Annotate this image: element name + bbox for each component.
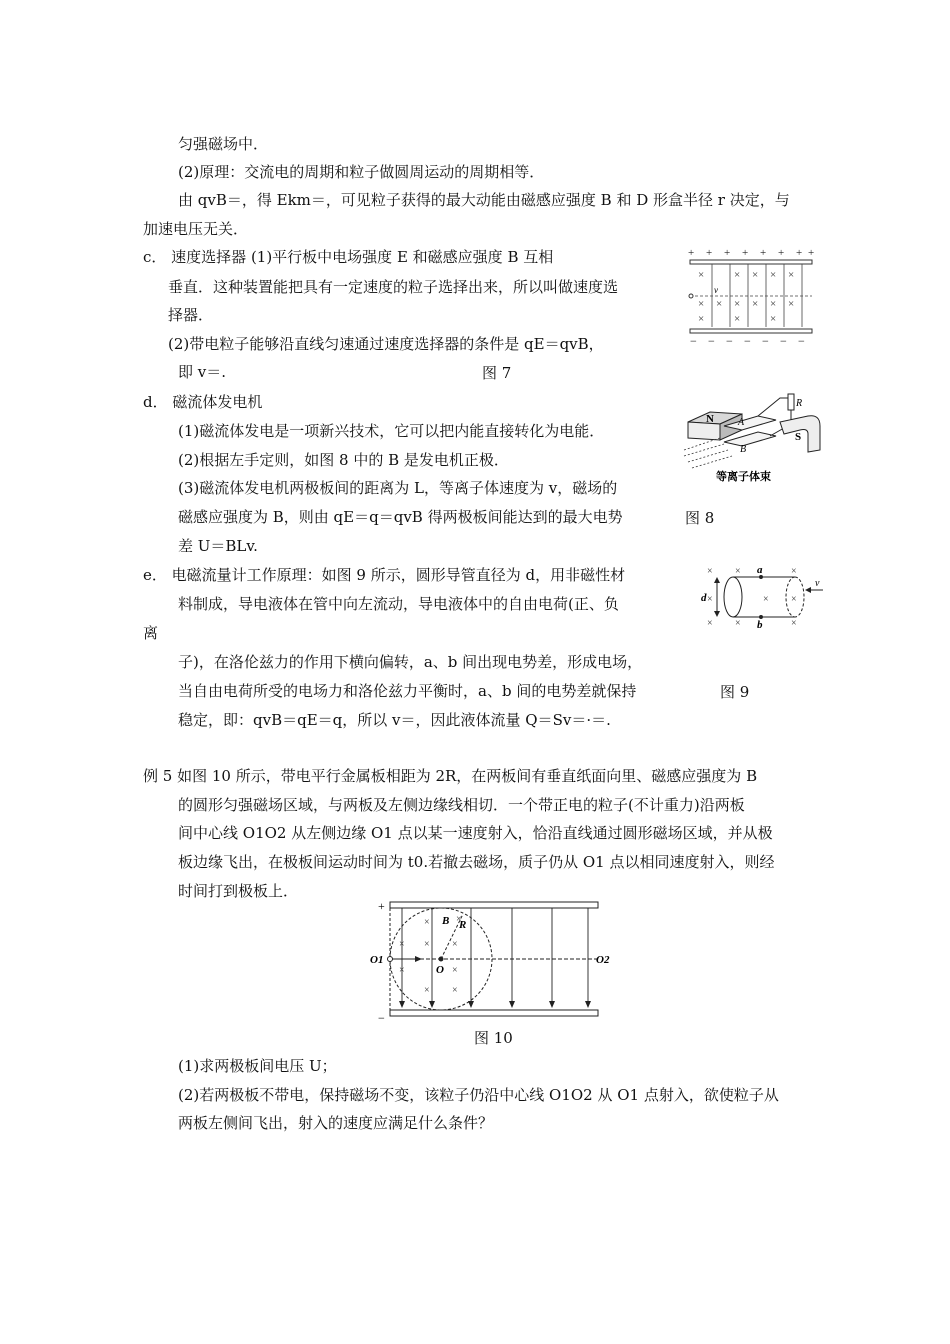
svg-text:−: − bbox=[378, 1011, 385, 1025]
figure-8-mhd-generator bbox=[680, 392, 830, 484]
svg-text:O2: O2 bbox=[596, 954, 610, 966]
question-line: (2)若两极板不带电，保持磁场不变，该粒子仍沿中心线 O1O2 从 O1 点射入，欲使粒子从 bbox=[178, 1086, 779, 1104]
figure-9-flow-meter bbox=[695, 562, 830, 630]
text-line: 稳定，即：qvB＝qE＝q，所以 v＝，因此液体流量 Q＝Sv＝·＝. bbox=[178, 711, 611, 729]
text-line: 板边缘飞出，在极板间运动时间为 t0.若撤去磁场，质子仍从 O1 点以相同速度射入，则经 bbox=[178, 853, 775, 871]
svg-text:d: d bbox=[701, 592, 707, 604]
svg-text:+: + bbox=[742, 247, 749, 259]
svg-text:×: × bbox=[707, 594, 713, 605]
svg-text:+: + bbox=[724, 247, 731, 259]
svg-text:×: × bbox=[734, 313, 741, 325]
svg-text:×: × bbox=[698, 298, 705, 310]
svg-text:S: S bbox=[795, 431, 802, 443]
text-line: (2)带电粒子能够沿直线匀速通过速度选择器的条件是 qE＝qvB， bbox=[168, 335, 604, 353]
text-line: 间中心线 O1O2 从左侧边缘 O1 点以某一速度射入，恰沿直线通过圆形磁场区域，并从极 bbox=[178, 824, 773, 842]
svg-text:a: a bbox=[757, 564, 763, 576]
svg-text:×: × bbox=[752, 298, 759, 310]
text-line: 例 5 如图 10 所示，带电平行金属板相距为 2R，在两板间有垂直纸面向里、磁感应强度为 B bbox=[143, 767, 758, 785]
svg-text:×: × bbox=[770, 298, 777, 310]
text-line: (1)磁流体发电是一项新兴技术，它可以把内能直接转化为电能． bbox=[178, 422, 605, 440]
text-line: (2)原理：交流电的周期和粒子做圆周运动的周期相等． bbox=[178, 163, 545, 181]
question-line: (1)求两极板间电压 U； bbox=[178, 1057, 337, 1075]
text-line: c． 速度选择器 (1)平行板中电场强度 E 和磁感应强度 B 互相 bbox=[143, 248, 554, 266]
svg-text:−: − bbox=[780, 334, 787, 348]
text-line: (3)磁流体发电机两极板间的距离为 L，等离子体速度为 v，磁场的 bbox=[178, 479, 618, 497]
text-line: 时间打到极板上． bbox=[178, 882, 299, 900]
svg-text:×: × bbox=[770, 313, 777, 325]
figure-caption: 图 10 bbox=[474, 1029, 513, 1047]
svg-text:+: + bbox=[688, 247, 695, 259]
text-line: 子)，在洛伦兹力的作用下横向偏转，a、b 间出现电势差，形成电场， bbox=[178, 653, 643, 671]
svg-text:+: + bbox=[378, 899, 385, 913]
svg-text:O1: O1 bbox=[370, 954, 384, 966]
svg-text:×: × bbox=[399, 939, 405, 950]
svg-text:×: × bbox=[452, 985, 458, 996]
text-line: 料制成，导电液体在管中向左流动，导电液体中的自由电荷(正、负 bbox=[178, 595, 619, 613]
text-line: 差 U＝BLv. bbox=[178, 537, 258, 555]
svg-text:×: × bbox=[735, 566, 741, 577]
svg-text:×: × bbox=[707, 618, 713, 629]
text-line: 即 v＝. bbox=[178, 363, 227, 381]
svg-text:×: × bbox=[735, 618, 741, 629]
text-line: e． 电磁流量计工作原理：如图 9 所示，圆形导管直径为 d，用非磁性材 bbox=[143, 566, 626, 584]
svg-text:×: × bbox=[770, 269, 777, 281]
text-line: d． 磁流体发电机 bbox=[143, 393, 263, 411]
text-line: 由 qvB＝，得 Ekm＝，可见粒子获得的最大动能由磁感应强度 B 和 D 形盒半径 r 决定，与 bbox=[178, 191, 790, 209]
figure-7-velocity-selector bbox=[684, 243, 819, 348]
svg-text:−: − bbox=[690, 334, 697, 348]
text-line: 磁感应强度为 B，则由 qE＝q＝qvB 得两极板间能达到的最大电势 bbox=[178, 508, 623, 526]
question-line: 两板左侧间飞出，射入的速度应满足什么条件？ bbox=[178, 1114, 494, 1132]
svg-text:A: A bbox=[738, 417, 745, 428]
svg-text:×: × bbox=[763, 594, 769, 605]
svg-text:×: × bbox=[424, 985, 430, 996]
svg-text:等离子体束: 等离子体束 bbox=[716, 471, 771, 483]
svg-text:×: × bbox=[734, 269, 741, 281]
svg-text:v: v bbox=[815, 578, 820, 589]
svg-text:−: − bbox=[762, 334, 769, 348]
text-line: (2)根据左手定则，如图 8 中的 B 是发电机正极． bbox=[178, 451, 509, 469]
figure-caption: 图 7 bbox=[482, 364, 512, 382]
svg-text:×: × bbox=[424, 939, 430, 950]
svg-text:×: × bbox=[788, 298, 795, 310]
svg-text:+: + bbox=[808, 247, 815, 259]
figure-10-plates-and-field bbox=[366, 900, 616, 1024]
svg-text:+: + bbox=[706, 247, 713, 259]
svg-text:N: N bbox=[706, 413, 714, 425]
svg-text:+: + bbox=[778, 247, 785, 259]
svg-text:−: − bbox=[726, 334, 733, 348]
svg-text:×: × bbox=[788, 269, 795, 281]
svg-text:×: × bbox=[452, 939, 458, 950]
svg-text:×: × bbox=[791, 618, 797, 629]
text-line: 的圆形匀强磁场区域，与两板及左侧边缘线相切．一个带正电的粒子(不计重力)沿两板 bbox=[178, 796, 745, 814]
svg-text:−: − bbox=[708, 334, 715, 348]
svg-text:×: × bbox=[399, 965, 405, 976]
text-line: 离 bbox=[143, 624, 159, 642]
svg-text:×: × bbox=[424, 917, 430, 928]
svg-text:×: × bbox=[791, 566, 797, 577]
svg-text:×: × bbox=[734, 298, 741, 310]
svg-text:×: × bbox=[752, 269, 759, 281]
text-line: 匀强磁场中． bbox=[178, 135, 269, 153]
svg-text:×: × bbox=[716, 298, 723, 310]
svg-text:−: − bbox=[744, 334, 751, 348]
svg-text:×: × bbox=[456, 914, 462, 925]
svg-text:×: × bbox=[707, 566, 713, 577]
svg-text:×: × bbox=[452, 965, 458, 976]
svg-text:×: × bbox=[698, 269, 705, 281]
svg-text:B: B bbox=[442, 915, 450, 927]
text-line: 垂直．这种装置能把具有一定速度的粒子选择出来，所以叫做速度选 bbox=[168, 278, 619, 296]
svg-text:b: b bbox=[757, 619, 763, 631]
figure-caption: 图 9 bbox=[720, 683, 750, 701]
svg-text:R: R bbox=[459, 919, 467, 931]
text-line: 择器． bbox=[168, 306, 214, 324]
text-line: 加速电压无关． bbox=[143, 220, 249, 238]
text-line: 当自由电荷所受的电场力和洛伦兹力平衡时，a、b 间的电势差就保持 bbox=[178, 682, 637, 700]
svg-text:−: − bbox=[798, 334, 805, 348]
svg-text:O: O bbox=[436, 964, 444, 976]
svg-text:v: v bbox=[714, 285, 718, 295]
svg-text:×: × bbox=[791, 594, 797, 605]
figure-caption: 图 8 bbox=[685, 509, 715, 527]
svg-text:×: × bbox=[698, 313, 705, 325]
svg-text:+: + bbox=[796, 247, 803, 259]
svg-text:B: B bbox=[740, 444, 747, 455]
svg-text:R: R bbox=[796, 398, 803, 409]
svg-text:+: + bbox=[760, 247, 767, 259]
